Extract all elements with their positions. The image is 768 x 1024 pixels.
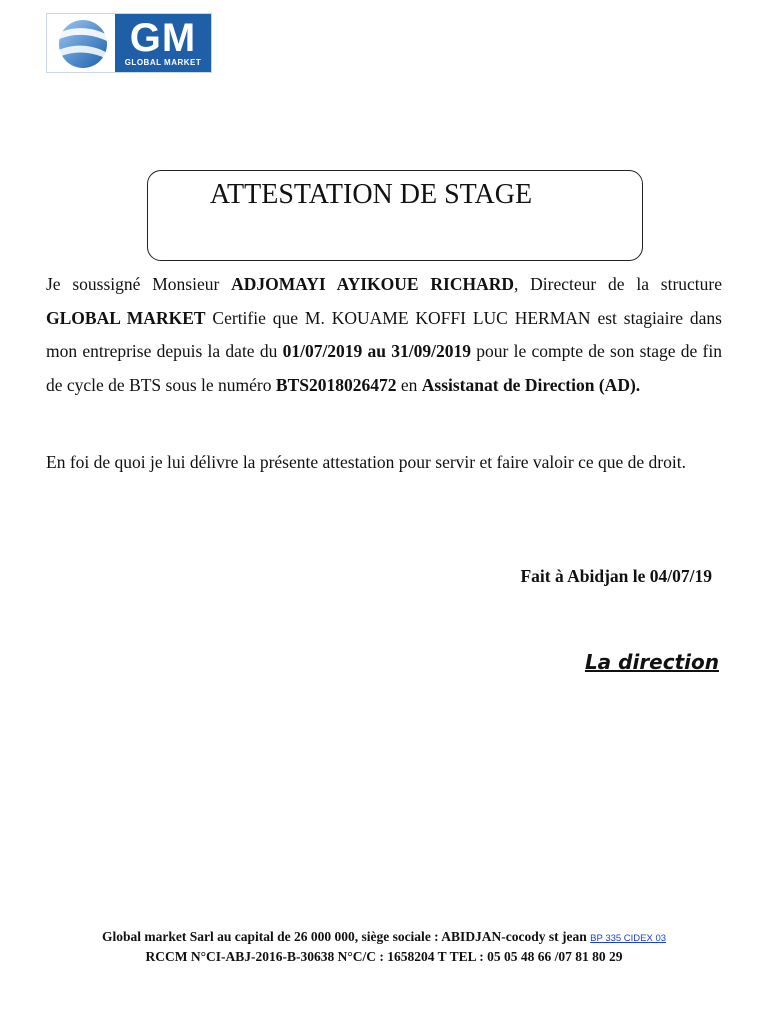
footer-line-1 (0, 928, 768, 948)
text-segment: Certifie que M. KOUAME KOFFI LUC HERMAN est stagiaire dans mon entreprise depuis la date du (46, 307, 722, 361)
company-logo (46, 13, 212, 73)
signature-label: La direction (584, 650, 719, 674)
company-name: GLOBAL MARKET (46, 307, 206, 328)
text-segment: , Directeur de la structure (514, 274, 722, 294)
internship-dates: 01/07/2019 au 31/09/2019 (282, 341, 472, 361)
footer-line-2: RCCM N°CI-ABJ-2016-B-30638 N°C/C : 1658204 T TEL : 05 05 48 66 /07 81 80 29 (145, 949, 623, 964)
footer-company-info: Global market Sarl au capital de 26 000 000, siège sociale : ABIDJAN-cocody st jean (101, 929, 591, 944)
director-name: ADJOMAYI AYIKOUE RICHARD (231, 274, 514, 294)
logo-subtitle: GLOBAL MARKET (124, 58, 202, 67)
text-segment: en (396, 374, 422, 395)
logo-text-box (115, 14, 211, 72)
footer-bp-link[interactable]: BP 335 CIDEX 03 (590, 933, 667, 944)
text-segment: pour le compte de son stage de fin de cycle de BTS sous le numéro (46, 341, 722, 395)
logo-initials: GM (129, 16, 197, 60)
document-title: ATTESTATION DE STAGE (209, 179, 533, 210)
bts-number: BTS2018026472 (275, 374, 397, 395)
footer (0, 928, 768, 966)
closing-paragraph: En foi de quoi je lui délivre la présente attestation pour servir et faire valoir ce que de droit. (46, 452, 686, 472)
text-segment: Je soussigné Monsieur (46, 274, 232, 294)
title-box (147, 170, 643, 261)
specialty: Assistanat de Direction (AD). (421, 374, 641, 395)
place-date: Fait à Abidjan le 04/07/19 (520, 566, 712, 586)
certification-paragraph (46, 268, 722, 402)
globe-icon (47, 14, 115, 72)
